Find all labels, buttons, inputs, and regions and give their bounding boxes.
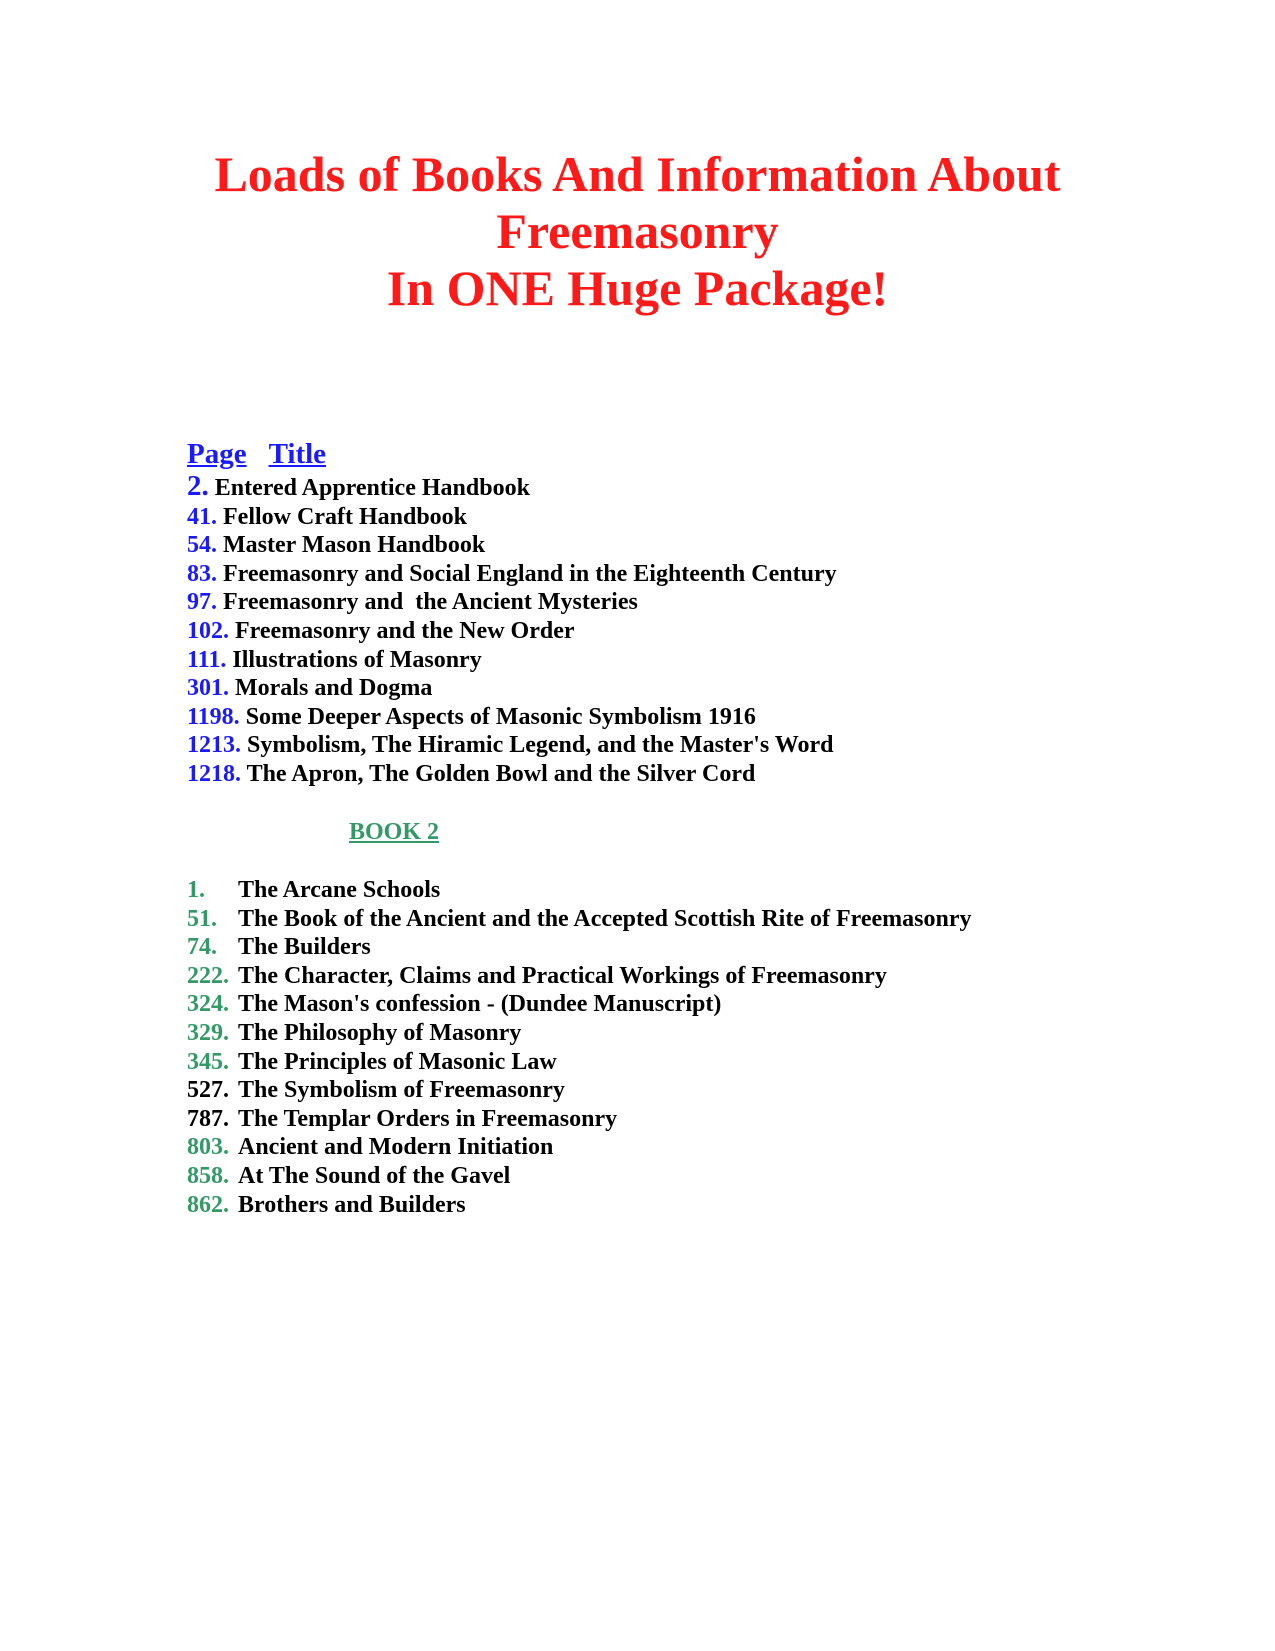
toc-entry-page: 787. (187, 1105, 229, 1132)
toc-entry-page: 83. (187, 560, 217, 587)
toc-entry-title: Master Mason Handbook (217, 532, 486, 559)
toc-entry (187, 588, 837, 617)
toc-entry-title: Fellow Craft Handbook (217, 503, 468, 530)
title-line-1: Loads of Books And Information About (214, 146, 1061, 202)
toc-entry (187, 1191, 972, 1220)
book1-table-of-contents (187, 436, 837, 789)
toc-entry (187, 1048, 972, 1077)
toc-entry-title: The Principles of Masonic Law (238, 1048, 557, 1075)
toc-entry-page: 1198. (187, 703, 240, 730)
toc-entry-title: The Mason's confession - (Dundee Manuscript) (238, 991, 722, 1018)
toc-entry (187, 1019, 972, 1048)
book1-list (187, 472, 837, 789)
toc-entry (187, 962, 972, 991)
toc-entry-title: Some Deeper Aspects of Masonic Symbolism 1916 (239, 703, 756, 730)
toc-entry-title: The Character, Claims and Practical Workings of Freemasonry (238, 962, 887, 989)
toc-entry-title: Illustrations of Masonry (226, 646, 482, 673)
book2-heading-link[interactable]: BOOK 2 (349, 819, 440, 845)
toc-entry-page: 1218. (187, 760, 241, 787)
toc-entry (187, 531, 837, 560)
toc-entry-title: The Apron, The Golden Bowl and the Silver Cord (241, 760, 756, 787)
book2-list (187, 876, 972, 1219)
toc-entry-page: 1. (187, 877, 205, 903)
toc-entry-title: Brothers and Builders (238, 1191, 466, 1218)
toc-entry-title: Morals and Dogma (229, 675, 433, 702)
toc-entry (187, 731, 837, 760)
toc-entry (187, 760, 837, 789)
toc-entry-page: 54. (187, 532, 217, 559)
toc-entry-page: 862. (187, 1191, 229, 1218)
toc-entry-page: 2. (187, 470, 209, 502)
toc-entry-title: The Templar Orders in Freemasonry (238, 1105, 618, 1132)
toc-entry-title: At The Sound of the Gavel (238, 1162, 511, 1189)
toc-entry-title: Freemasonry and the New Order (229, 617, 575, 644)
toc-entry-page: 858. (187, 1162, 229, 1189)
toc-entry-page: 301. (187, 675, 229, 702)
toc-entry (187, 617, 837, 646)
toc-entry-page: 329. (187, 1019, 229, 1046)
toc-entry-title: Freemasonry and the Ancient Mysteries (217, 589, 638, 616)
toc-entry (187, 1133, 972, 1162)
toc-header-title-link[interactable]: Title (268, 438, 327, 470)
toc-entry (187, 472, 837, 503)
toc-entry-title: The Philosophy of Masonry (238, 1019, 522, 1046)
toc-entry (187, 1076, 972, 1105)
toc-entry-page: 1213. (187, 732, 241, 759)
toc-entry-page: 74. (187, 934, 217, 961)
toc-entry (187, 1105, 972, 1134)
toc-entry-page: 324. (187, 991, 229, 1018)
toc-entry (187, 503, 837, 532)
toc-entry (187, 560, 837, 589)
toc-entry-page: 222. (187, 962, 229, 989)
toc-entry (187, 876, 972, 905)
toc-entry-title: The Symbolism of Freemasonry (238, 1077, 565, 1104)
toc-entry (187, 703, 837, 732)
toc-entry-page: 527. (187, 1077, 229, 1104)
toc-entry-title: The Builders (238, 934, 371, 961)
toc-entry-title: Freemasonry and Social England in the Eighteenth Century (217, 560, 837, 587)
toc-entry-title: Entered Apprentice Handbook (208, 475, 530, 501)
toc-entry-page: 345. (187, 1048, 229, 1075)
toc-entry-page: 102. (187, 617, 229, 644)
toc-entry (187, 933, 972, 962)
toc-entry-page: 41. (187, 503, 217, 530)
toc-entry (187, 1162, 972, 1191)
toc-entry-title: The Book of the Ancient and the Accepted Scottish Rite of Freemasonry (238, 905, 972, 932)
toc-entry (187, 990, 972, 1019)
title-line-3: In ONE Huge Package! (386, 260, 889, 316)
page-title (0, 146, 1275, 317)
toc-entry-title: The Arcane Schools (238, 877, 441, 903)
toc-entry-title: Ancient and Modern Initiation (238, 1134, 554, 1161)
title-line-2: Freemasonry (496, 203, 779, 259)
toc-entry-title: Symbolism, The Hiramic Legend, and the Master's Word (241, 732, 834, 759)
toc-entry (187, 646, 837, 675)
toc-entry-page: 97. (187, 589, 217, 616)
toc-header-page-link[interactable]: Page (187, 438, 247, 470)
toc-header (187, 436, 837, 472)
toc-entry-page: 111. (187, 646, 227, 673)
toc-entry (187, 674, 837, 703)
book2-table-of-contents (187, 876, 972, 1219)
toc-entry-page: 803. (187, 1134, 229, 1161)
toc-entry-page: 51. (187, 905, 217, 932)
toc-entry (187, 905, 972, 934)
